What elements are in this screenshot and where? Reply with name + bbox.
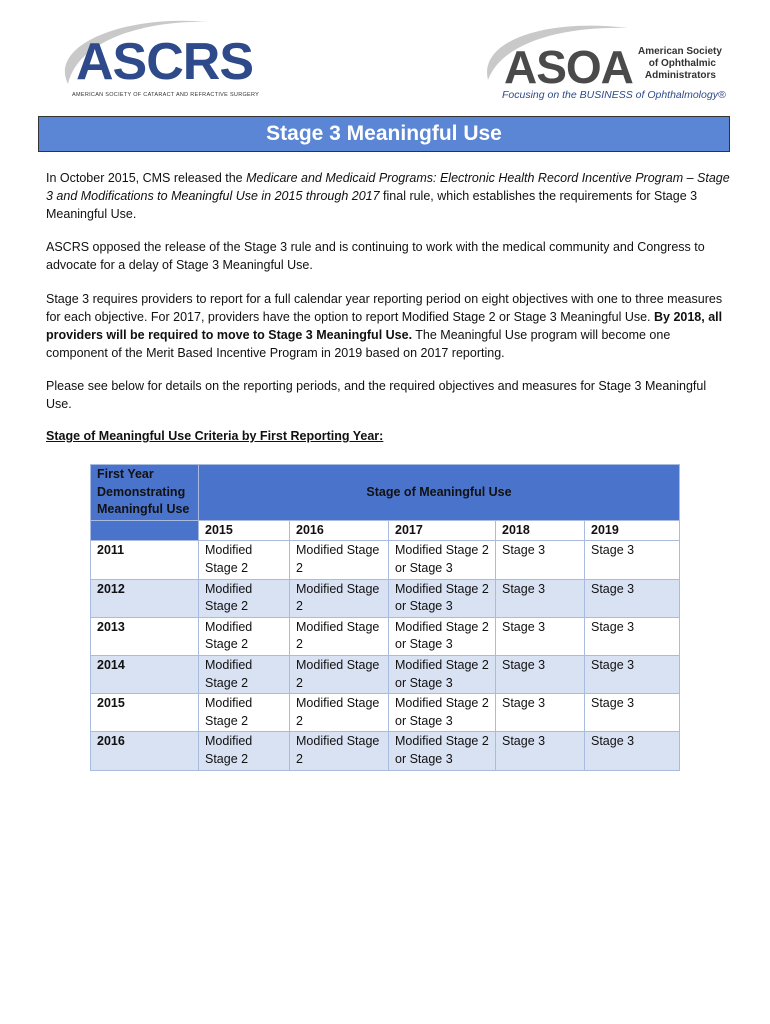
table-cell: Modified Stage 2: [290, 617, 389, 655]
table-cell: Stage 3: [496, 732, 585, 770]
paragraph-text: In October 2015, CMS released the: [46, 171, 247, 185]
asoa-tagline: Focusing on the BUSINESS of Ophthalmology®: [502, 89, 726, 101]
table-cell: Modified Stage 2: [290, 541, 389, 579]
table-cell: Stage 3: [585, 541, 680, 579]
row-first-year: 2012: [91, 579, 199, 617]
paragraph-text: final rule, which establishes the requirements for Stage 3 Meaningful Use.: [46, 189, 698, 221]
first-year-header: First Year Demonstrating Meaningful Use: [91, 465, 199, 521]
section-heading: Stage of Meaningful Use Criteria by First Reporting Year:: [46, 429, 384, 443]
table-cell: Stage 3: [496, 655, 585, 693]
table-cell: Modified Stage 2 or Stage 3: [389, 655, 496, 693]
paragraph-text: The Meaningful Use program will become one component of the Merit Based Incentive Program in 2019 based on 2017 reporting.: [46, 328, 671, 360]
year-header-blank: [91, 520, 199, 541]
paragraph-requirements: [46, 290, 730, 362]
page-title: Stage 3 Meaningful Use: [38, 116, 730, 152]
asoa-wordmark: ASOA: [504, 41, 633, 93]
table-cell: Modified Stage 2: [199, 541, 290, 579]
table-row: [91, 732, 680, 770]
rule-title: Medicare and Medicaid Programs: Electronic Health Record Incentive Program – Stage 3 and Modifications to Meaningful Use in 2015 through 2017: [46, 171, 730, 203]
table-row: [91, 579, 680, 617]
paragraph-text: Stage 3 requires providers to report for a full calendar year reporting period on eight objectives with one to three measures for each objective. For 2017, providers have the option to report Modified Stage 2 or Stage 3 Meaningful Use.: [46, 292, 723, 324]
paragraph-opposition: ASCRS opposed the release of the Stage 3 rule and is continuing to work with the medical community and Congress to advocate for a delay of Stage 3 Meaningful Use.: [46, 240, 705, 272]
asoa-org-line: of Ophthalmic: [648, 58, 716, 69]
table-cell: Modified Stage 2: [199, 579, 290, 617]
ascrs-wordmark: ASCRS: [76, 33, 254, 91]
table-cell: Modified Stage 2: [290, 579, 389, 617]
year-header: 2019: [585, 520, 680, 541]
paragraph-details: Please see below for details on the reporting periods, and the required objectives and measures for Stage 3 Meaningful Use.: [46, 379, 707, 411]
header-logos: [0, 0, 770, 115]
table-row: [91, 655, 680, 693]
ascrs-subtitle: AMERICAN SOCIETY OF CATARACT AND REFRACTIVE SURGERY: [72, 92, 260, 98]
asoa-org-name: [638, 46, 722, 82]
table-cell: Stage 3: [496, 541, 585, 579]
table-row: [91, 694, 680, 732]
year-header: 2016: [290, 520, 389, 541]
year-header: 2017: [389, 520, 496, 541]
table-cell: Modified Stage 2 or Stage 3: [389, 694, 496, 732]
row-first-year: 2015: [91, 694, 199, 732]
table-header-row: [91, 465, 680, 521]
table-cell: Stage 3: [585, 655, 680, 693]
row-first-year: 2011: [91, 541, 199, 579]
table-cell: Stage 3: [585, 694, 680, 732]
criteria-table: [90, 464, 680, 771]
ascrs-logo: [48, 14, 258, 104]
year-header-row: [91, 520, 680, 541]
table-cell: Stage 3: [496, 617, 585, 655]
table-cell: Stage 3: [585, 732, 680, 770]
table-cell: Modified Stage 2: [199, 694, 290, 732]
table-cell: Modified Stage 2 or Stage 3: [389, 732, 496, 770]
table-cell: Modified Stage 2: [290, 694, 389, 732]
year-header: 2018: [496, 520, 585, 541]
asoa-org-line: American Society: [638, 46, 722, 57]
table-cell: Modified Stage 2: [199, 617, 290, 655]
paragraph-intro: [46, 169, 730, 223]
emphasis-text: By 2018, all providers will be required to move to Stage 3 Meaningful Use.: [46, 310, 723, 342]
table-cell: Modified Stage 2: [199, 655, 290, 693]
table-cell: Stage 3: [496, 694, 585, 732]
table-cell: Stage 3: [496, 579, 585, 617]
table-cell: Stage 3: [585, 579, 680, 617]
table-row: [91, 617, 680, 655]
row-first-year: 2013: [91, 617, 199, 655]
table-row: [91, 541, 680, 579]
table-cell: Modified Stage 2 or Stage 3: [389, 579, 496, 617]
table-cell: Stage 3: [585, 617, 680, 655]
row-first-year: 2014: [91, 655, 199, 693]
stage-header: Stage of Meaningful Use: [199, 465, 680, 521]
year-header: 2015: [199, 520, 290, 541]
table-cell: Modified Stage 2 or Stage 3: [389, 541, 496, 579]
table-cell: Modified Stage 2: [290, 655, 389, 693]
asoa-logo: [478, 20, 738, 110]
table-cell: Modified Stage 2: [199, 732, 290, 770]
table-cell: Modified Stage 2: [290, 732, 389, 770]
asoa-org-line: Administrators: [644, 70, 716, 81]
table-cell: Modified Stage 2 or Stage 3: [389, 617, 496, 655]
row-first-year: 2016: [91, 732, 199, 770]
